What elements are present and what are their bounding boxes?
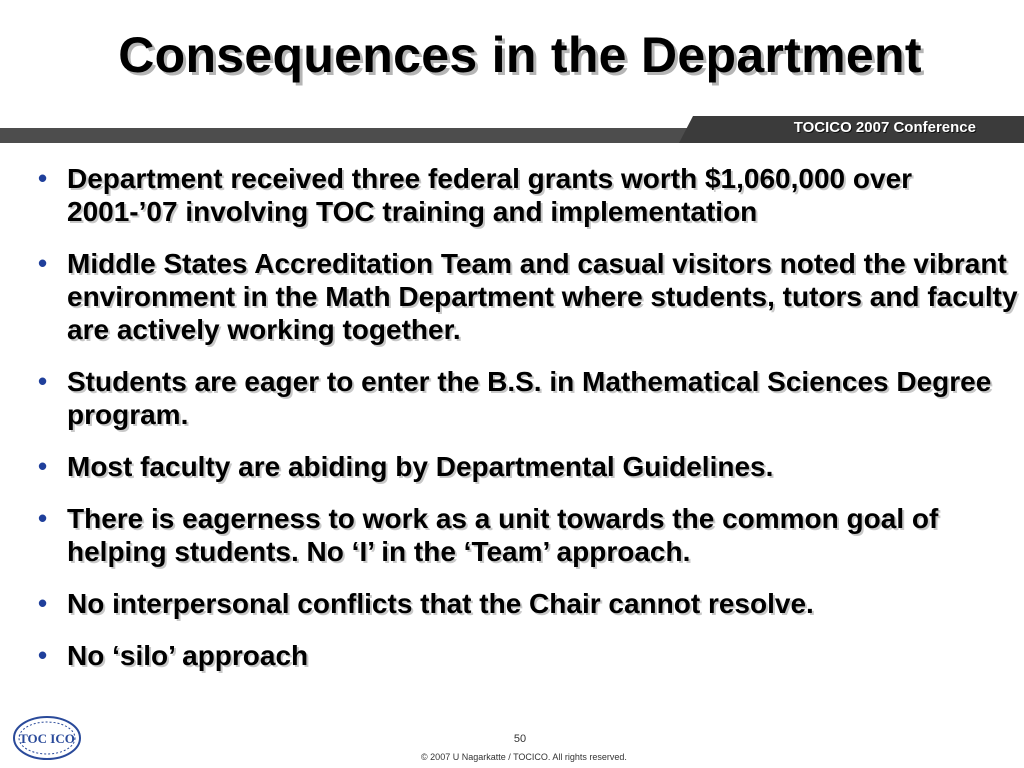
bullet-dot-icon: •: [38, 248, 48, 278]
bullet-item: [38, 365, 1018, 431]
bullet-item: [38, 450, 1018, 483]
bullet-text: Middle States Accreditation Team and casual visitors noted the vibrant environment in the Math Department where students, tutors and faculty are actively working together.: [67, 248, 1018, 345]
bullet-text: There is eagerness to work as a unit towards the common goal of helping students. No ‘I’ in the ‘Team’ approach.: [67, 503, 939, 567]
bullet-item: [38, 502, 1018, 568]
copyright-notice: © 2007 U Nagarkatte / TOCICO. All rights reserved.: [421, 752, 627, 762]
bullet-text: No ‘silo’ approach: [67, 640, 309, 671]
bullet-text: No interpersonal conflicts that the Chair cannot resolve.: [67, 588, 814, 619]
bullet-text: Most faculty are abiding by Departmental Guidelines.: [67, 451, 774, 482]
bullet-list: [38, 162, 1018, 691]
bullet-dot-icon: •: [38, 640, 48, 670]
bullet-dot-icon: •: [38, 503, 48, 533]
bullet-text: Students are eager to enter the B.S. in Mathematical Sciences Degree program.: [67, 366, 992, 430]
bullet-dot-icon: •: [38, 366, 48, 396]
bullet-item: [38, 247, 1018, 346]
bullet-text: Department received three federal grants worth $1,060,000 over 2001-’07 involving TOC training and implementation: [67, 163, 913, 227]
logo-text: TOC ICO: [19, 731, 75, 746]
bullet-item: [38, 639, 1018, 672]
tocico-logo-icon: [12, 714, 82, 762]
bullet-dot-icon: •: [38, 588, 48, 618]
bullet-item: [38, 587, 1018, 620]
slide-title: Consequences in the Department: [118, 27, 922, 83]
page-number: 50: [513, 733, 527, 745]
conference-label: TOCICO 2007 Conference: [793, 119, 976, 136]
bullet-dot-icon: •: [38, 163, 48, 193]
bullet-dot-icon: •: [38, 451, 48, 481]
bullet-item: [38, 162, 1018, 228]
